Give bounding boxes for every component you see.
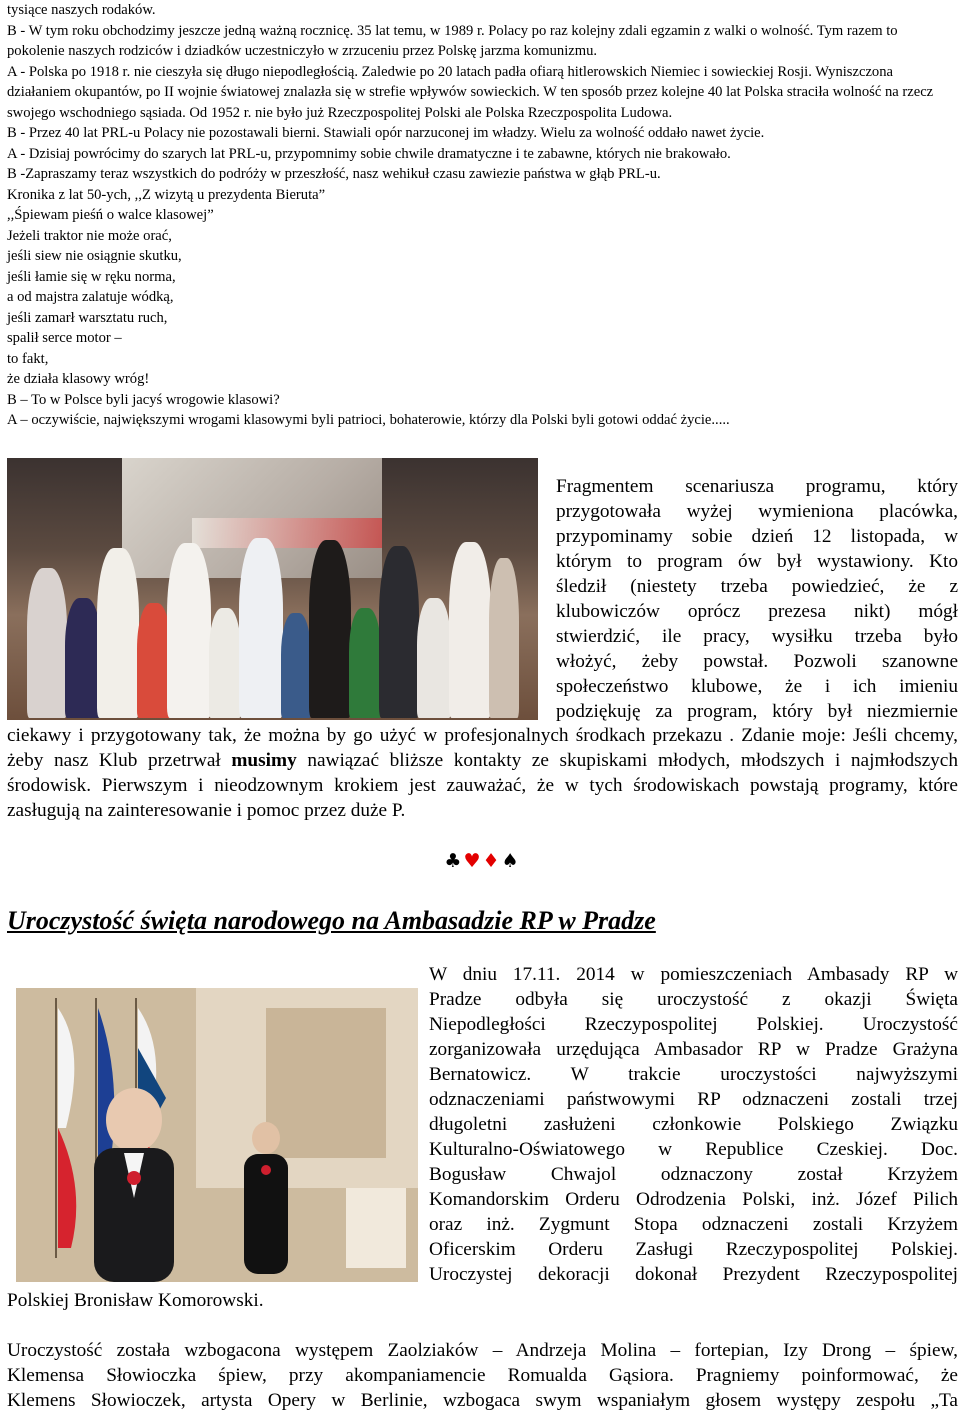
- poem-line: jeśli siew nie osiągnie skutku,: [7, 248, 182, 264]
- dialogue-line: Kronika z lat 50-ych, ,,Z wizytą u prezydenta Bieruta”: [7, 186, 326, 203]
- text-line: oraz inż. Zygmunt Stopa odznaczeni zostali Krzyżem: [429, 1214, 958, 1235]
- text-line: odznaczeniami państwowymi RP odznaczeni zostali trzej: [429, 1089, 958, 1110]
- embassy-photo: [16, 988, 418, 1282]
- poem-line: że działa klasowy wróg!: [7, 371, 150, 387]
- text-line: Pradze odbyła się uroczystość z okazji Święta: [429, 989, 958, 1010]
- card-suits-separator: [7, 850, 958, 872]
- dialogue-line: A - Polska po 1918 r. nie cieszyła się długo niepodległością. Zaledwie po 20 latach padła ofiarą hitlerowskich Niemiec i sowieckiej Rosji. Wyniszczona działaniem okupantów, po II wojnie światowej znalazła się w strefie wpływów sowieckich. W ten sposób przez kolejne 40 lat Polska straciła wolność na rzecz swojego wschodniego sąsiada. Od 1952 r. nie było już Rzeczpospolitej Polski ale Polska Rzeczpospolita Ludowa.: [7, 63, 934, 121]
- text-line: Bernatowicz. W trakcie uroczystości najwyższymi: [429, 1064, 958, 1085]
- photo-people: [27, 528, 517, 718]
- club-icon: ♣: [444, 850, 464, 872]
- dialogue-line: A - Dzisiaj powrócimy do szarych lat PRL-u, przypomnimy sobie chwile dramatyczne i te zabawne, których nie brakowało.: [7, 145, 731, 162]
- dialogue-line: tysiące naszych rodaków.: [7, 2, 156, 18]
- dialogue-line: B - W tym roku obchodzimy jeszcze jedną ważną rocznicę. 35 lat temu, w 1989 r. Polacy po raz kolejny zdali egzamin z walki o wolność. Tym razem to pokolenie naszych rodziców i dziadków uczestniczyło w zrzuceniu przez Polskę jarzma komunizmu.: [7, 22, 898, 59]
- text-line: którym to program ów był wystawiony. Kto: [556, 551, 958, 572]
- poem-line: jeśli zamarł warsztatu ruch,: [7, 309, 168, 326]
- embassy-photo-drawing: [16, 988, 418, 1282]
- dialogue-line: B -Zapraszamy teraz wszystkich do podróży w przeszłość, nasz wehikuł czasu zawiezie państwa w głąb PRL-u.: [7, 166, 661, 182]
- dialogue-line: B - Przez 40 lat PRL-u Polacy nie pozostawali bierni. Stawiali opór narzuconej im władzy. Wielu za wolność oddało nawet życie.: [7, 125, 765, 141]
- heart-icon: ♥: [463, 850, 483, 872]
- poem-line: spalił serce motor –: [7, 330, 122, 346]
- text-line: Klemensa Słowioczka śpiew, przy akompaniamencie Romualda Gąsiora. Pragniemy poinformować, że: [7, 1365, 958, 1386]
- poem-line: jeśli łamie się w ręku norma,: [7, 268, 176, 285]
- section2-heading: Uroczystość święta narodowego na Ambasadzie RP w Pradze: [7, 906, 656, 935]
- dialogue-line: B – To w Polsce byli jacyś wrogowie klasowi?: [7, 391, 280, 408]
- text-line: klubowiczów oprócz prezesa nikt) mógł: [556, 601, 958, 622]
- text-line: Oficerskim Orderu Zasługi Rzeczypospolitej Polskiej.: [429, 1239, 958, 1260]
- text-line: społeczeństwo klubowe, że i ich imieniu: [556, 676, 958, 697]
- document-page: [7, 0, 958, 1411]
- diamond-icon: ♦: [482, 850, 502, 872]
- section1-side-text: [556, 474, 958, 724]
- section2-caption: Polskiej Bronisław Komorowski.: [7, 1290, 264, 1311]
- text-run: ciekawy i przygotowany tak, że można by go użyć w profesjonalnych środkach przekazu . Zdanie moje: Jeśli chcemy, żeby nasz Klub przetrwał: [7, 725, 958, 771]
- text-line: Bogusław Chwajol odznaczony został Krzyżem: [429, 1164, 958, 1185]
- text-line: długoletni zasłużeni członkowie Polskiego Związku: [429, 1114, 958, 1135]
- poem-line: Jeżeli traktor nie może orać,: [7, 227, 172, 244]
- dialogue-line: A – oczywiście, największymi wrogami klasowymi byli patrioci, bohaterowie, którzy dla Polski byli gotowi oddać życie.....: [7, 412, 730, 428]
- spade-icon: ♠: [501, 850, 521, 872]
- poem-line: to fakt,: [7, 350, 49, 367]
- text-line: Kulturalno-Oświatowego w Republice Czeskiej. Doc.: [429, 1139, 958, 1160]
- text-line: W dniu 17.11. 2014 w pomieszczeniach Ambasady RP w: [429, 964, 958, 985]
- text-line: zorganizowała urzędująca Ambasador RP w Pradze Grażyna: [429, 1039, 958, 1060]
- text-line: Fragmentem scenariusza programu, który: [556, 476, 958, 497]
- text-line: Klemens Słowioczek, artysta Opery w Berlinie, wzbogaca swym wspaniałym głosem występy zespołu „Ta: [7, 1390, 958, 1411]
- text-line: Niepodległości Rzeczypospolitej Polskiej. Uroczystość: [429, 1014, 958, 1035]
- text-line: stwierdzić, ile pracy, wysiłku trzeba było: [556, 626, 958, 647]
- text-line: śledził (niestety trzeba powiedzieć, że z: [556, 576, 958, 597]
- text-line: włożyć, żeby powstał. Pozwoli szanowne: [556, 651, 958, 672]
- emphasis-text: musimy: [231, 750, 297, 771]
- text-line: podziękuję za program, który był niezmiernie: [556, 701, 958, 722]
- section2-continuation: [7, 1338, 958, 1413]
- text-line: przypominamy sobie dzień 12 listopada, w: [556, 526, 958, 547]
- text-line: Komandorskim Orderu Odrodzenia Polski, inż. Józef Pilich: [429, 1189, 958, 1210]
- dialogue-line: ,,Śpiewam pieśń o walce klasowej”: [7, 207, 214, 223]
- dialogue-section: [7, 0, 958, 431]
- poem-line: a od majstra zalatuje wódką,: [7, 289, 174, 305]
- section1-continuation: [7, 723, 958, 823]
- text-line: Uroczystej dekoracji dokonał Prezydent Rzeczypospolitej: [429, 1264, 958, 1285]
- text-line: Uroczystość została wzbogacona występem Zaolziaków – Andrzeja Molina – fortepian, Izy Drong – śpiew,: [7, 1340, 958, 1361]
- text-run: nawiązać bliższe kontakty ze skupiskami młodych, młodszych i najmłodszych środowisk. Pierwszym i nieodzownym krokiem jest zauważać, że w tych środowiskach powstają programy, które zasługują na zainteresowanie i pomoc przez duże P.: [7, 750, 958, 821]
- section2-side-text: [429, 962, 958, 1287]
- text-line: przygotowała wyżej wymieniona placówka,: [556, 501, 958, 522]
- group-photo: [7, 458, 538, 720]
